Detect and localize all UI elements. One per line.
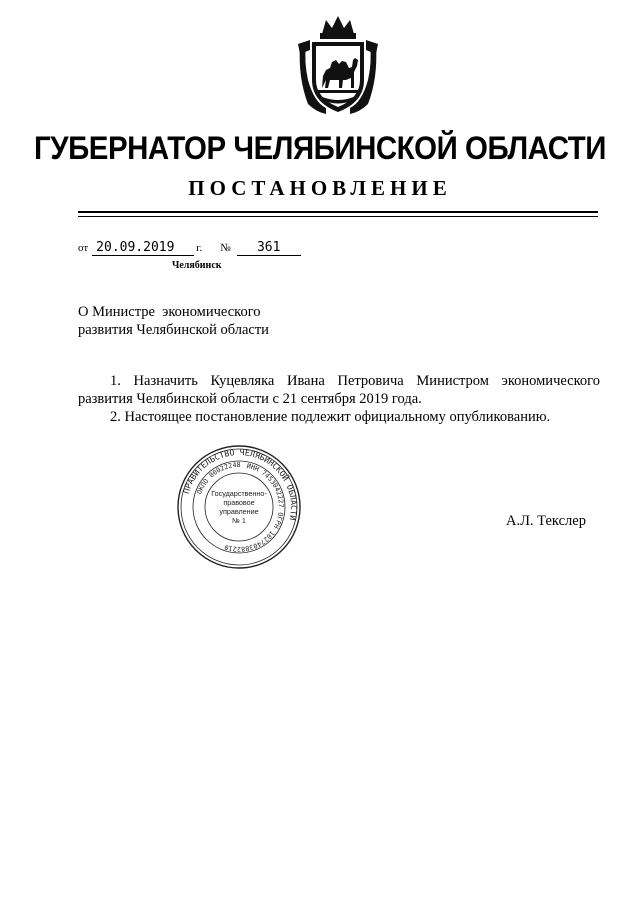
subject-line-2: развития Челябинской области	[78, 322, 269, 338]
year-suffix: г.	[196, 242, 203, 254]
issue-city: Челябинск	[172, 260, 222, 271]
official-seal	[176, 444, 302, 570]
seal-ogrn-text: ОГРН 1027403882210	[223, 511, 285, 554]
number-sign: №	[220, 242, 231, 254]
seal-inner-line-2: правовое	[223, 498, 255, 507]
document-type: ПОСТАНОВЛЕНИЕ	[188, 176, 452, 200]
body-item-2: 2. Настоящее постановление подлежит официальному опубликованию.	[110, 409, 551, 425]
seal-inn-text: ИНН 7453042227	[245, 461, 286, 508]
header-divider-thick	[78, 211, 598, 213]
issuer-title: ГУБЕРНАТОР ЧЕЛЯБИНСКОЙ ОБЛАСТИ	[33, 130, 607, 166]
document-subject	[78, 303, 269, 339]
chelyabinsk-coat-of-arms-icon	[296, 14, 380, 118]
signatory-name: А.Л. Текслер	[506, 513, 586, 529]
header-divider-thin	[78, 216, 598, 217]
date-field	[92, 241, 194, 256]
date-value: 20.09.2019	[96, 240, 175, 255]
registration-line	[78, 241, 301, 256]
date-prefix: от	[78, 242, 89, 254]
subject-line-1: О Министре экономического	[78, 304, 261, 320]
number-field	[237, 241, 301, 256]
seal-inner-line-1: Государственно-	[211, 489, 267, 498]
seal-okpo-text: ОКПО 00022248	[195, 460, 241, 496]
seal-inner-line-3: управление	[219, 507, 259, 516]
seal-outer-text: ПРАВИТЕЛЬСТВО ЧЕЛЯБИНСКОЙ ОБЛАСТИ	[180, 446, 300, 522]
number-value: 361	[256, 240, 281, 255]
seal-inner-line-4: № 1	[232, 516, 246, 525]
body-item-1: 1. Назначить Куцевляка Ивана Петровича Министром экономического развития Челябинской области с 21 сентября 2019 года.	[78, 373, 600, 407]
